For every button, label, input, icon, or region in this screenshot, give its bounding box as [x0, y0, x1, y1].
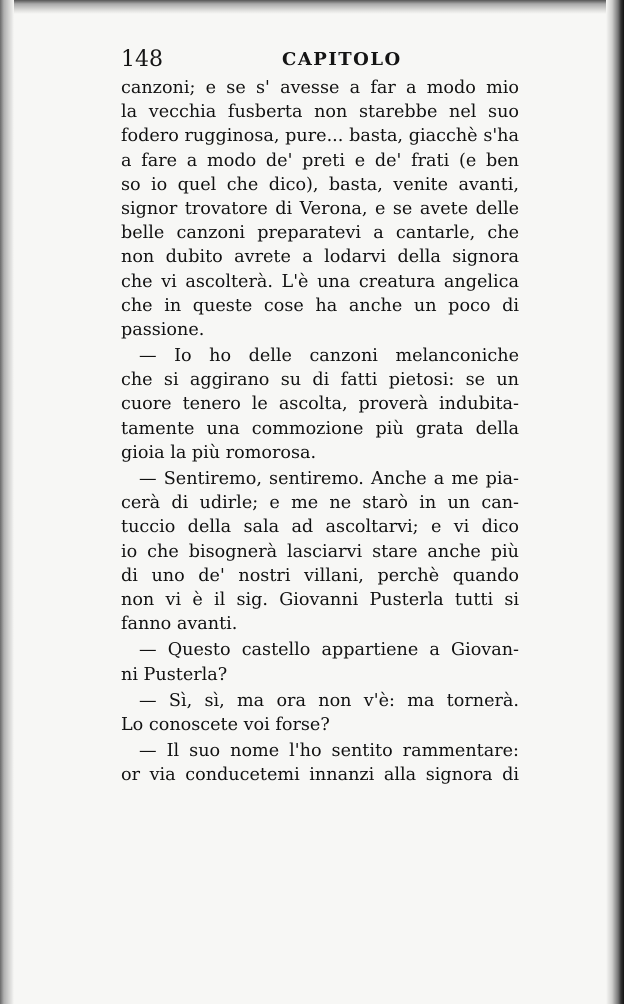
text-line: or via conducetemi innanzi alla signora di [121, 765, 519, 786]
page-left-edge-shadow [0, 0, 14, 1004]
text-line: che vi ascolterà. L'è una creatura angelica [121, 271, 519, 292]
text-line: ni Pusterla? [121, 664, 228, 685]
text-line: non vi è il sig. Giovanni Pusterla tutti si [121, 589, 519, 610]
text-line: — Sentiremo, sentiremo. Anche a me pia- [139, 469, 519, 489]
page-number: 148 [121, 47, 163, 72]
text-line: canzoni; e se s' avesse a far a modo mio [121, 78, 519, 98]
text-line: tuccio della sala ad ascoltarvi; e vi dico [121, 517, 519, 538]
text-line: fanno avanti. [121, 614, 238, 635]
text-line: gioia la più romorosa. [121, 442, 317, 463]
text-line: — Sì, sì, ma ora non v'è: ma tornerà. [139, 690, 519, 711]
text-line: non dubito avrete a lodarvi della signora [121, 247, 519, 268]
text-line: signor trovatore di Verona, e se avete delle [121, 198, 519, 219]
page-right-edge-shadow [606, 0, 624, 1004]
text-line: la vecchia fusberta non starebbe nel suo [121, 102, 519, 123]
running-head: CAPITOLO [282, 49, 402, 70]
body-text [121, 76, 519, 787]
text-line: cerà di udirle; e me ne starò in un can- [121, 493, 519, 514]
text-line: — Questo castello appartiene a Giovan- [139, 640, 519, 661]
text-line: Lo conoscete voi forse? [121, 714, 330, 735]
page-top-edge-shadow [0, 0, 624, 14]
text-line: fodero rugginosa, pure... basta, giacchè s'ha [121, 126, 519, 147]
text-line: a fare a modo de' preti e de' frati (e ben [121, 150, 519, 171]
text-line: — Io ho delle canzoni melanconiche [139, 346, 519, 367]
text-line: tamente una commozione più grata della [121, 418, 519, 439]
page-header [121, 44, 521, 76]
text-line: belle canzoni preparatevi a cantarle, che [121, 223, 519, 244]
text-line: passione. [121, 319, 205, 340]
text-line: che in queste cose ha anche un poco di [121, 295, 519, 316]
text-line: — Il suo nome l'ho sentito rammentare: [139, 741, 519, 762]
text-line: cuore tenero le ascolta, proverà indubita- [121, 394, 519, 415]
text-line: so io quel che dico), basta, venite avanti, [121, 174, 519, 195]
text-line: che si aggirano su di fatti pietosi: se un [121, 370, 519, 391]
text-line: io che bisognerà lasciarvi stare anche più [121, 541, 519, 562]
text-line: di uno de' nostri villani, perchè quando [121, 565, 519, 586]
